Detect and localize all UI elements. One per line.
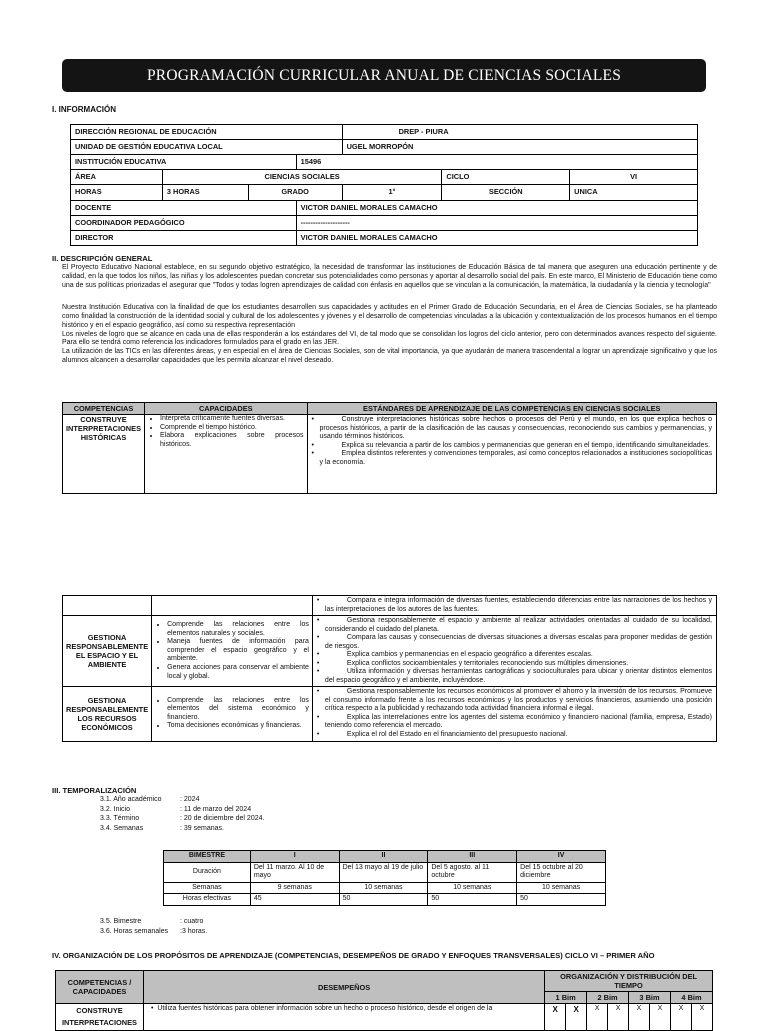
capacidades-cell: [152, 687, 313, 741]
header-competencias-capacidades: COMPETENCIAS / CAPACIDADES: [56, 971, 144, 1004]
estandares-cell: [312, 687, 716, 741]
capacidad-item: • Comprende el tiempo histórico.: [160, 424, 304, 433]
section-temporalizacion-heading: III. TEMPORALIZACIÓN: [52, 786, 137, 795]
bim-mark: X: [650, 1004, 671, 1031]
header-organizacion-tiempo: ORGANIZACIÓN Y DISTRIBUCIÓN DEL TIEMPO: [545, 971, 713, 992]
header-bimestre-iv: IV: [517, 851, 606, 863]
desempeno-cell: • Utiliza fuentes históricas para obtener información sobre un hecho o proceso histórico, desde el origen de la: [143, 1004, 544, 1031]
temporalizacion-list: [100, 796, 264, 834]
docente-label: DOCENTE: [71, 201, 297, 216]
competencia-row: [63, 687, 717, 741]
organizacion-header-row: [56, 971, 713, 992]
header-capacidades: CAPACIDADES: [145, 403, 308, 415]
horas-efectivas-label: Horas efectivas: [164, 894, 251, 906]
temporalizacion-item: 3.1. Año académico : 2024: [100, 796, 200, 803]
competencias-header-row: [63, 403, 717, 415]
temporalizacion-item: 3.3. Término : 20 de diciembre del 2024.: [100, 815, 265, 822]
grado-label: GRADO: [248, 185, 342, 201]
semanas-cell: 10 semanas: [339, 882, 428, 894]
area-label: ÁREA: [71, 170, 163, 185]
duracion-label: Duración: [164, 862, 251, 882]
competencia-row-continued: [63, 596, 717, 616]
ugel-label: UNIDAD DE GESTIÓN EDUCATIVA LOCAL: [71, 140, 343, 155]
semanas-cell: 10 semanas: [517, 882, 606, 894]
desempeno-item: Utiliza fuentes históricas para obtener información sobre un hecho o proceso histórico, desde el origen de la: [157, 1005, 493, 1013]
info-row-horas: [71, 185, 698, 201]
info-row-director: [71, 231, 698, 246]
seccion-value: UNICA: [570, 185, 698, 201]
competencia-row: [63, 415, 717, 494]
bimestres-semanas-row: [164, 882, 606, 894]
descripcion-general: [62, 264, 717, 366]
info-table: [70, 124, 698, 246]
capacidad-item: • Toma decisiones económicas y financieras.: [167, 722, 309, 731]
estandares-cell: [312, 616, 716, 687]
horas-cell: 50: [339, 894, 428, 906]
semanas-cell: 9 semanas: [250, 882, 339, 894]
horas-cell: 50: [428, 894, 517, 906]
ugel-value: UGEL MORROPÓN: [342, 140, 697, 155]
estandar-item: • Utiliza información y diversas herramientas cartográficas y socioculturales para ubicar y orientar distintos elementos del espacio geográfico y el ambiente, incluyéndose.: [317, 668, 712, 685]
capacidades-cell: [152, 616, 313, 687]
ie-label: INSTITUCIÓN EDUCATIVA: [71, 155, 297, 170]
bim-mark: X: [670, 1004, 691, 1031]
temporalizacion-list-extra: [100, 918, 207, 937]
info-row-dre: [71, 125, 698, 140]
estandar-item: • Gestiona responsablemente el espacio y ambiente al realizar actividades orientadas al cuidado de su localidad, considerando el cuidado del planeta.: [317, 617, 712, 634]
competencia-name: GESTIONA RESPONSABLEMENTE EL ESPACIO Y EL AMBIENTE: [63, 616, 152, 687]
estandar-item: • Construye interpretaciones históricas sobre hechos o procesos del Perú y el mundo, en los que explica hechos o procesos históricos, a partir de la clasificación de las causas y consecuencias, reconociendo sus cambios y permanencias, y usando términos históricos.: [312, 416, 712, 442]
director-label: DIRECTOR: [71, 231, 297, 246]
coordinador-value: --------------------: [296, 216, 697, 231]
descripcion-paragraph: La utilización de las TICs en las diferentes áreas, y en especial en el área de Ciencias Sociales, son de vital importancia, ya que ayudarán de manera trascendental a lograr un aprendizaje significativo y que los alumnos alcancen a desarrollar capacidades que les permita alcanzar el nivel deseado.: [62, 348, 717, 364]
horas-value: 3 HORAS: [162, 185, 248, 201]
estandar-item: • Compara las causas y consecuencias de diversas situaciones a diversas escalas para proponer medidas de gestión de riesgos.: [317, 634, 712, 651]
info-row-docente: [71, 201, 698, 216]
director-value: VICTOR DANIEL MORALES CAMACHO: [296, 231, 697, 246]
header-estandares: ESTÁNDARES DE APRENDIZAJE DE LAS COMPETENCIAS EN CIENCIAS SOCIALES: [307, 403, 716, 415]
estandares-cell: [312, 596, 716, 616]
bim-mark: X: [608, 1004, 629, 1031]
dre-value: DREP - PIURA: [342, 125, 697, 140]
capacidad-item: • Genera acciones para conservar el ambiente local y global.: [167, 664, 309, 681]
section-descripcion-heading: II. DESCRIPCIÓN GENERAL: [52, 254, 153, 263]
bimestres-header-row: [164, 851, 606, 863]
descripcion-paragraph: El Proyecto Educativo Nacional establece, en su segundo objetivo estratégico, la necesidad de transformar las instituciones de Educación Básica de tal manera que aseguren una educación pertinente y de calidad, en la que todos los niños, las niñas y los adolescentes puedan concretar sus potencialidades como personas y aportar al desarrollo social del país. En este marco, El Ministerio de Educación tiene como una de sus políticas priorizadas el asegurar que "Todos y todas logren aprendizajes de calidad con énfasis en aquellos que se vinculan a la comunicación, la matemática, la ciudadanía y la ciencia y tecnología": [62, 264, 717, 289]
duracion-cell: Del 13 mayo al 19 de julio: [339, 862, 428, 882]
temporalizacion-item: 3.5. Bimestre : cuatro: [100, 918, 204, 925]
info-row-ugel: [71, 140, 698, 155]
bim-mark: X: [566, 1004, 587, 1031]
competencias-table: [62, 402, 717, 494]
ie-value: 15496: [296, 155, 697, 170]
header-bim-4: 4 Bim: [670, 992, 712, 1004]
estandar-item: • Compara e integra información de diversas fuentes, estableciendo diferencias entre las narraciones de los hechos y las interpretaciones de los autores de las fuentes.: [317, 597, 712, 614]
estandar-item: • Explica las interrelaciones entre los agentes del sistema económico y financiero nacional (familia, empresa, Estado) teniendo como referencia el mercado.: [317, 714, 712, 731]
dre-label: DIRECCIÓN REGIONAL DE EDUCACIÓN: [71, 125, 343, 140]
competencia-row: [63, 616, 717, 687]
bimestres-horas-row: [164, 894, 606, 906]
horas-cell: 50: [517, 894, 606, 906]
info-row-area: [71, 170, 698, 185]
header-bim-3: 3 Bim: [629, 992, 671, 1004]
competencia-name: CONSTRUYE INTERPRETACIONES HISTÓRICAS: [63, 415, 145, 494]
header-bimestre: BIMESTRE: [164, 851, 251, 863]
capacidad-item: • Comprende las relaciones entre los elementos del sistema económico y financiero.: [167, 697, 309, 723]
estandar-item: • Emplea distintos referentes y convenciones temporales, así como conceptos relacionados a instituciones sociopolíticas y la economía.: [312, 450, 712, 467]
docente-value: VICTOR DANIEL MORALES CAMACHO: [296, 201, 697, 216]
bim-mark: X: [587, 1004, 608, 1031]
capacidad-item: • Comprende las relaciones entre los elementos naturales y sociales.: [167, 621, 309, 638]
bimestres-table: [163, 850, 606, 906]
bimestres-duracion-row: [164, 862, 606, 882]
estandar-item: • Gestiona responsablemente los recursos económicos al promover el ahorro y la inversión de los recursos. Promueve el consumo informado frente a los recursos económicos y los productos y servicios financieros, asumiendo una posición crítica respecto a la publicidad y rechazando toda actividad financiera informal e ilegal.: [317, 688, 712, 714]
competencia-name: GESTIONA RESPONSABLEMENTE LOS RECURSOS ECONÓMICOS: [63, 687, 152, 741]
info-row-coordinador: [71, 216, 698, 231]
horas-cell: 45: [250, 894, 339, 906]
estandar-item: • Explica conflictos socioambientales y territoriales reconociendo sus múltiples dimensiones.: [317, 660, 712, 669]
organizacion-row: [56, 1004, 713, 1031]
bim-mark: X: [629, 1004, 650, 1031]
duracion-cell: Del 15 octubre al 20 diciembre: [517, 862, 606, 882]
descripcion-paragraph: Los niveles de logro que se alcance en cada una de ellas responderán a los estándares del VI, de tal modo que se consolidan los logros del ciclo anterior, pero con determinados avances respecto del siguiente. Para ello se tendrá como referencia los indicadores formulados para el grado en las JER.: [62, 330, 717, 347]
header-competencias: COMPETENCIAS: [63, 403, 145, 415]
section-informacion-heading: I. INFORMACIÓN: [52, 105, 116, 114]
header-desempenos: DESEMPEÑOS: [143, 971, 544, 1004]
section-organizacion-heading: IV. ORGANIZACIÓN DE LOS PROPÓSITOS DE APRENDIZAJE (COMPETENCIAS, DESEMPEÑOS DE GRADO Y ENFOQUES TRANSVERSALES) CICLO VI – PRIMER AÑO: [52, 951, 655, 960]
header-bimestre-i: I: [250, 851, 339, 863]
semanas-label: Semanas: [164, 882, 251, 894]
organizacion-competencia: CONSTRUYE INTERPRETACIONES: [56, 1004, 144, 1031]
duracion-cell: Del 11 marzo. Al 10 de mayo: [250, 862, 339, 882]
seccion-label: SECCIÓN: [442, 185, 570, 201]
semanas-cell: 10 semanas: [428, 882, 517, 894]
header-bimestre-ii: II: [339, 851, 428, 863]
temporalizacion-item: 3.6. Horas semanales :3 horas.: [100, 927, 208, 935]
header-bim-2: 2 Bim: [587, 992, 629, 1004]
estandar-item: • Explica su relevancia a partir de los cambios y permanencias que generan en el tiempo, identificando simultaneidades.: [312, 442, 712, 451]
capacidad-item: • Interpreta críticamente fuentes diversas.: [160, 415, 304, 424]
temporalizacion-item: 3.2. Inicio : 11 de marzo del 2024: [100, 805, 252, 813]
ciclo-label: CICLO: [442, 170, 570, 185]
estandares-cell: [307, 415, 716, 494]
estandar-item: • Explica cambios y permanencias en el espacio geográfico a diferentes escalas.: [317, 651, 712, 660]
ciclo-value: VI: [570, 170, 698, 185]
area-value: CIENCIAS SOCIALES: [162, 170, 442, 185]
estandar-item: • Explica el rol del Estado en el financiamiento del presupuesto nacional.: [317, 731, 712, 740]
temporalizacion-item: 3.4. Semanas : 39 semanas.: [100, 824, 224, 832]
horas-label: HORAS: [71, 185, 163, 201]
info-row-ie: [71, 155, 698, 170]
capacidad-item: • Maneja fuentes de información para comprender el espacio geográfico y el ambiente.: [167, 638, 309, 664]
header-bim-1: 1 Bim: [545, 992, 587, 1004]
grado-value: 1°: [342, 185, 442, 201]
bim-mark: X: [545, 1004, 566, 1031]
descripcion-paragraph: Nuestra Institución Educativa con la finalidad de que los estudiantes desarrollen sus capacidades y actitudes en el Primer Grado de Educación Secundaria, en el Área de Ciencias Sociales, se ha planteado como finalidad la construcción de la identidad social y cultural de los adolescentes y jóvenes y el desarrollo de competencias vinculadas a la ubicación y contextualización de los procesos humanos en el tiempo histórico y en el espacio geográfico, así como su respectiva representación: [62, 304, 717, 329]
bim-mark: X: [691, 1004, 712, 1031]
capacidad-item: • Elabora explicaciones sobre procesos históricos.: [160, 432, 304, 449]
page-title: PROGRAMACIÓN CURRICULAR ANUAL DE CIENCIAS SOCIALES: [62, 59, 706, 92]
duracion-cell: Del 5 agosto. al 11 octubre: [428, 862, 517, 882]
header-bimestre-iii: III: [428, 851, 517, 863]
organizacion-table: [55, 970, 713, 1031]
capacidades-cell: [145, 415, 308, 494]
competencias-table-continued: [62, 595, 717, 742]
coordinador-label: COORDINADOR PEDAGÓGICO: [71, 216, 297, 231]
